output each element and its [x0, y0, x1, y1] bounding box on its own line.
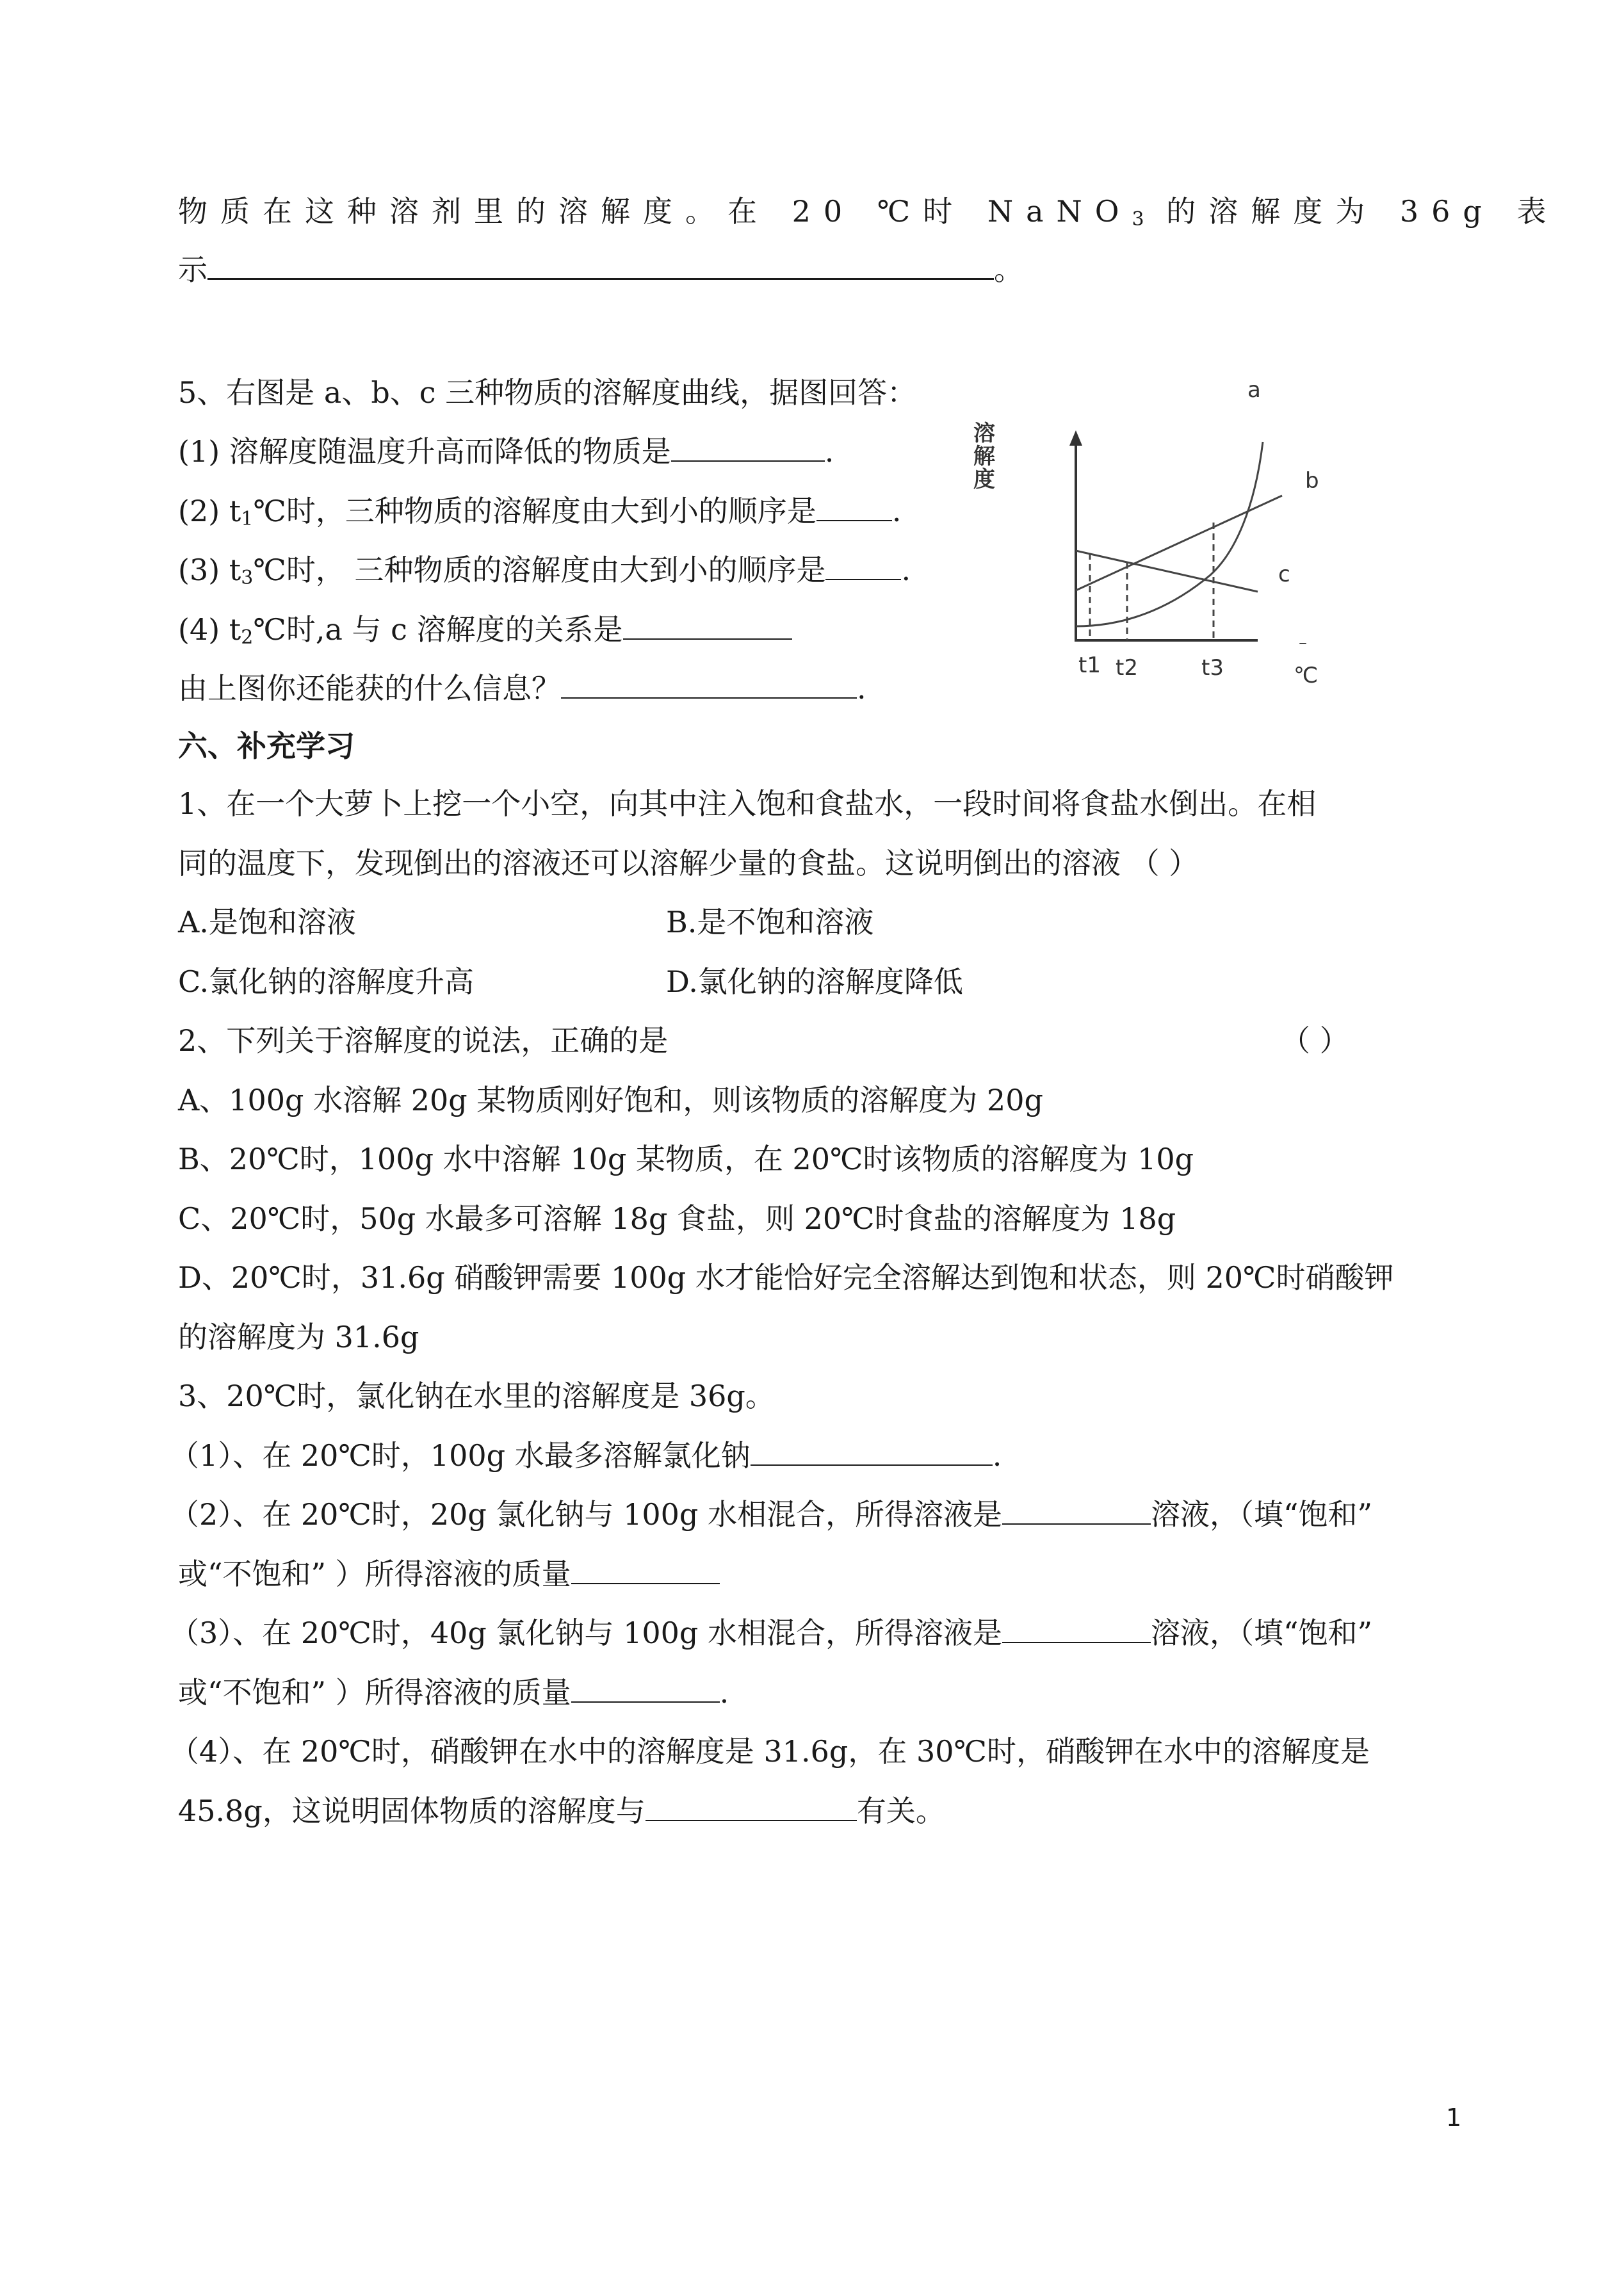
- s6-q2-option-b[interactable]: B、20℃时，100g 水中溶解 10g 某物质，在 20℃时该物质的溶解度为 10g: [178, 1142, 1194, 1176]
- s6-q1-option-c[interactable]: C.氯化钠的溶解度升高: [178, 964, 475, 999]
- ylabel-char-1: 溶: [973, 421, 995, 446]
- s6-q3-part1: [170, 1436, 1002, 1475]
- answer-blank[interactable]: [207, 250, 994, 280]
- s6-q3-part1-end: .: [992, 1438, 1002, 1473]
- q5-part2: [178, 492, 901, 530]
- s6-q2-option-c[interactable]: C、20℃时，50g 水最多可溶解 18g 食盐，则 20℃时食盐的溶解度为 18g: [178, 1201, 1176, 1236]
- q5-part4: [178, 610, 792, 649]
- s6-q1-line2: 同的温度下，发现倒出的溶液还可以溶解少量的食盐。这说明倒出的溶液 （ ）: [178, 846, 1199, 880]
- q5-part2-text-b: ℃时，三种物质的溶解度由大到小的顺序是: [253, 494, 816, 528]
- intro-text-end: 的溶解度为 36g 表: [1144, 194, 1559, 229]
- curve-a: [1076, 442, 1263, 626]
- q5-part3-text-b: ℃时， 三种物质的溶解度由大到小的顺序是: [253, 553, 826, 587]
- s6-q3-part3-text: （3）、在 20℃时，40g 氯化钠与 100g 水相混合，所得溶液是: [170, 1616, 1002, 1650]
- line-c: [1076, 551, 1258, 592]
- q5-part4-sub: 2: [241, 626, 254, 649]
- s6-q1-option-a[interactable]: A.是饱和溶液: [178, 905, 356, 939]
- q5-part2-text-a: (2) t: [178, 494, 241, 528]
- intro-line-2: [178, 250, 1023, 289]
- q5-part5-end: .: [857, 671, 866, 706]
- section-heading: 六、补充学习: [178, 729, 355, 763]
- q5-part4-text-a: (4) t: [178, 612, 241, 647]
- label-b: b: [1305, 468, 1319, 494]
- q5-part2-sub: 1: [241, 508, 254, 530]
- intro-line2-end: 。: [994, 252, 1023, 287]
- q5-part1-end: .: [824, 434, 834, 469]
- s6-q3-part2-line2-text: 或“不饱和” ）所得溶液的质量: [178, 1557, 571, 1591]
- ylabel-char-2: 解: [973, 444, 995, 469]
- s6-q3-part4-line2: [178, 1792, 945, 1830]
- s6-q3-part2-line2: [178, 1555, 720, 1593]
- answer-blank[interactable]: [571, 1675, 720, 1703]
- s6-q2-option-d-line1[interactable]: D、20℃时，31.6g 硝酸钾需要 100g 水才能恰好完全溶解达到饱和状态，则 20℃时硝酸钾: [178, 1260, 1394, 1295]
- s6-q2-option-a[interactable]: A、100g 水溶解 20g 某物质刚好饱和，则该物质的溶解度为 20g: [178, 1083, 1043, 1117]
- s6-q1-option-b[interactable]: B.是不饱和溶液: [666, 905, 874, 939]
- answer-blank[interactable]: [646, 1793, 857, 1821]
- line-b: [1076, 496, 1282, 590]
- q5-part5-text: 由上图你还能获的什么信息？: [178, 671, 561, 706]
- q5-part3-text-a: (3) t: [178, 553, 241, 587]
- s6-q3-part3: [170, 1614, 1372, 1652]
- x-unit: ℃: [1294, 663, 1319, 688]
- s6-q3-part2-tail: 溶液，（填“饱和”: [1150, 1497, 1373, 1532]
- answer-blank[interactable]: [571, 1556, 720, 1584]
- q5-stem: 5、右图是 a、b、c 三种物质的溶解度曲线，据图回答：: [178, 375, 917, 410]
- s6-q3-part4: （4）、在 20℃时，硝酸钾在水中的溶解度是 31.6g，在 30℃时，硝酸钾在水中的溶解度是: [170, 1734, 1370, 1769]
- s6-q3-part1-text: （1）、在 20℃时，100g 水最多溶解氯化钠: [170, 1438, 751, 1473]
- q5-part1-text: (1) 溶解度随温度升高而降低的物质是: [178, 434, 671, 469]
- s6-q3-part4-line2-end: 有关。: [856, 1794, 945, 1828]
- answer-blank[interactable]: [623, 612, 792, 640]
- answer-blank[interactable]: [816, 493, 892, 521]
- s6-q3-part3-tail: 溶液，（填“饱和”: [1150, 1616, 1373, 1650]
- ylabel-char-3: 度: [973, 467, 995, 492]
- answer-blank[interactable]: [1002, 1496, 1151, 1525]
- s6-q3-part4-line2-text: 45.8g，这说明固体物质的溶解度与: [178, 1794, 646, 1828]
- s6-q3-stem: 3、20℃时，氯化钠在水里的溶解度是 36g。: [178, 1379, 775, 1413]
- answer-blank[interactable]: [561, 670, 857, 699]
- label-a: a: [1247, 377, 1261, 403]
- y-axis-arrow: [1069, 430, 1082, 446]
- answer-blank[interactable]: [671, 434, 825, 462]
- s6-q3-part2-text: （2）、在 20℃时，20g 氯化钠与 100g 水相混合，所得溶液是: [170, 1497, 1002, 1532]
- solubility-curve-diagram: [973, 371, 1370, 704]
- q5-part1: [178, 432, 834, 471]
- s6-q1-line1: 1、在一个大萝卜上挖一个小空，向其中注入饱和食盐水，一段时间将食盐水倒出。在相: [178, 786, 1317, 821]
- tick-t1: t1: [1078, 653, 1101, 678]
- answer-blank[interactable]: [1002, 1615, 1151, 1643]
- q5-part2-end: .: [891, 494, 902, 528]
- axis-dash-mark: –: [1299, 633, 1307, 653]
- q5-part3-end: .: [901, 553, 911, 587]
- intro-subscript: 3: [1132, 208, 1144, 231]
- s6-q2-option-d-line2: 的溶解度为 31.6g: [178, 1320, 419, 1354]
- answer-blank[interactable]: [825, 552, 901, 580]
- q5-part3: [178, 551, 911, 589]
- s6-q2-stem: 2、下列关于溶解度的说法，正确的是: [178, 1023, 669, 1058]
- intro-text: 物质在这种溶剂里的溶解度。在 20 ℃时 NaNO: [178, 194, 1132, 229]
- tick-t3: t3: [1201, 655, 1224, 681]
- s6-q2-answer-paren[interactable]: （ ）: [1281, 1023, 1349, 1058]
- label-c: c: [1278, 562, 1290, 587]
- s6-q3-part3-line2-end: .: [719, 1675, 729, 1710]
- s6-q3-part2: [170, 1495, 1372, 1534]
- answer-blank[interactable]: [751, 1438, 993, 1466]
- s6-q3-part3-line2-text: 或“不饱和” ）所得溶液的质量: [178, 1675, 571, 1710]
- tick-t2: t2: [1116, 655, 1138, 681]
- intro-line2-start: 示: [178, 252, 207, 287]
- s6-q3-part3-line2: [178, 1673, 729, 1712]
- q5-part3-sub: 3: [241, 567, 254, 589]
- page-number: 1: [1446, 2104, 1462, 2132]
- q5-part4-text-b: ℃时,a 与 c 溶解度的关系是: [253, 612, 623, 647]
- q5-part5: [178, 669, 866, 708]
- s6-q1-option-d[interactable]: D.氯化钠的溶解度降低: [666, 964, 963, 999]
- intro-line-1: [178, 192, 1559, 231]
